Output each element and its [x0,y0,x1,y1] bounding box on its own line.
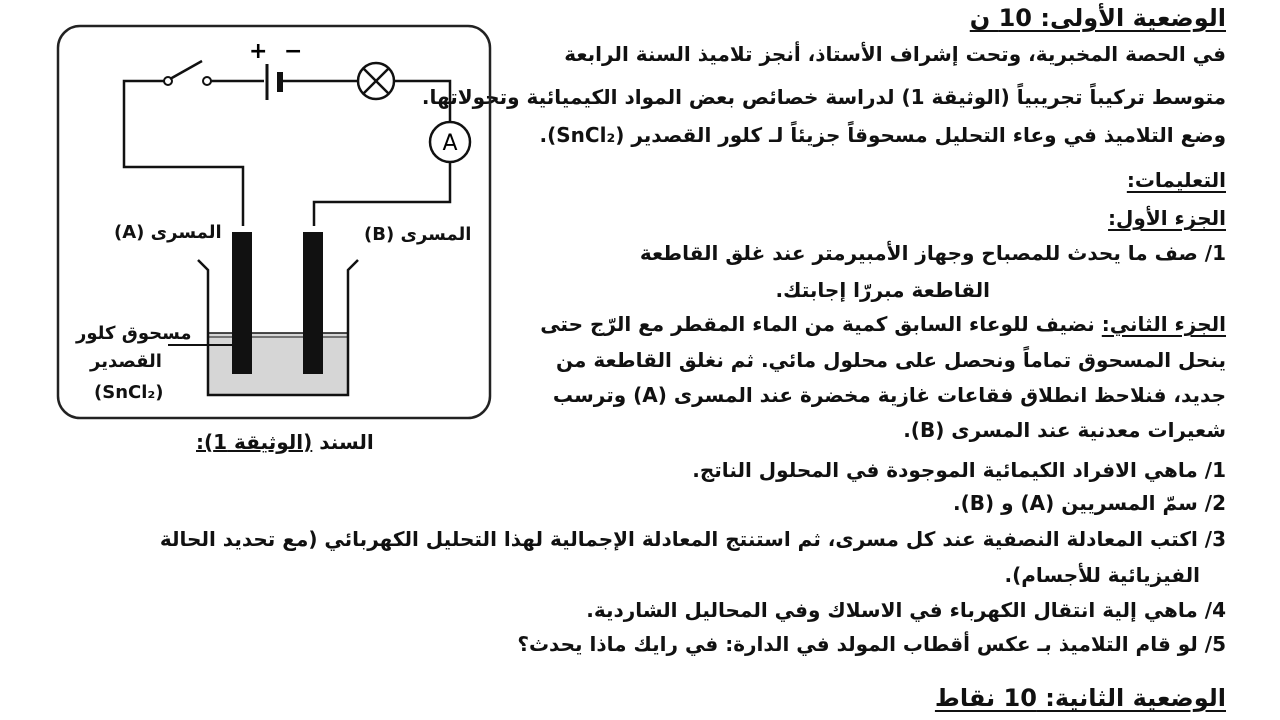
part2-title: الجزء الثاني: [1101,312,1226,336]
electrolysis-diagram [56,24,492,420]
intro-line-2: متوسط تركيباً تجريبياً (الوثيقة 1) لدراسة خصائص بعض المواد الكيميائية وتحولاتها. [421,85,1226,109]
battery-plus: + [249,39,268,64]
part2-line-2: ينحل المسحوق تماماً ونحصل على محلول مائي. ثم نغلق القاطعة من [556,348,1226,372]
powder-label-line-2: القصدير [90,351,162,372]
situation2-title: الوضعية الثانية: 10 نقاط [934,684,1226,712]
battery-minus: − [284,39,303,64]
electrode-a-label: المسرى (A) [114,222,222,243]
part2-line-3: جديد، فنلاحظ انطلاق فقاعات غازية مخضرة عند المسرى (A) وترسب [552,383,1226,407]
powder-label-line-1: مسحوق كلور [76,323,192,344]
electrode-b [303,232,323,374]
part2-question-3-line-1: 3/ اكتب المعادلة النصفية عند كل مسرى، ثم استنتج المعادلة الإجمالية لهذا التحليل الكهربائي (مع تحديد الحالة [159,527,1226,551]
part2-question-5: 5/ لو قام التلاميذ بـ عكس أقطاب المولد في الدارة: في رايك ماذا يحدث؟ [517,632,1226,656]
part1-title: الجزء الأول: [1108,206,1226,230]
part2-line-1 [540,314,1226,334]
part2-question-1: 1/ ماهي الافراد الكيمائية الموجودة في المحلول الناتج. [692,458,1226,482]
part2-line-4: شعيرات معدنية عند المسرى (B). [903,418,1226,442]
caption-doc: (الوثيقة 1): [196,430,313,454]
intro-line-1: في الحصة المخبرية، وتحت إشراف الأستاذ، أنجز تلاميذ السنة الرابعة [564,42,1226,66]
document-caption [196,430,374,454]
ammeter-symbol: A [442,131,458,156]
electrode-a [232,232,252,374]
part2-question-3-line-2: الفيزيائية للأجسام). [1004,563,1200,587]
part1-question-1-line-2: القاطعة مبررّا إجابتك. [775,278,990,302]
battery-icon [249,39,302,100]
switch-icon [164,61,211,85]
intro-line-3: وضع التلاميذ في وعاء التحليل مسحوقاً جزيئاً لـ كلور القصدير (SnCl₂). [539,123,1226,147]
part2-text-1: نضيف للوعاء السابق كمية من الماء المقطر مع الرّج حتى [540,312,1095,336]
electrode-b-label: المسرى (B) [364,224,472,245]
beaker-icon [198,260,358,395]
powder-formula: (SnCl₂) [94,382,164,403]
ammeter-icon [430,122,470,162]
instructions-heading: التعليمات: [1126,168,1226,192]
situation1-title: الوضعية الأولى: 10 ن [969,4,1226,32]
part2-question-2: 2/ سمّ المسريين (A) و (B). [953,491,1226,515]
circuit-wires [124,81,450,226]
caption-prefix: السند [319,430,374,454]
part2-question-4: 4/ ماهي إلية انتقال الكهرباء في الاسلاك وفي المحاليل الشاردية. [586,598,1226,622]
part1-question-1-line-1: 1/ صف ما يحدث للمصباح وجهاز الأمبيرمتر عند غلق القاطعة [639,241,1226,265]
lamp-icon [358,63,394,99]
